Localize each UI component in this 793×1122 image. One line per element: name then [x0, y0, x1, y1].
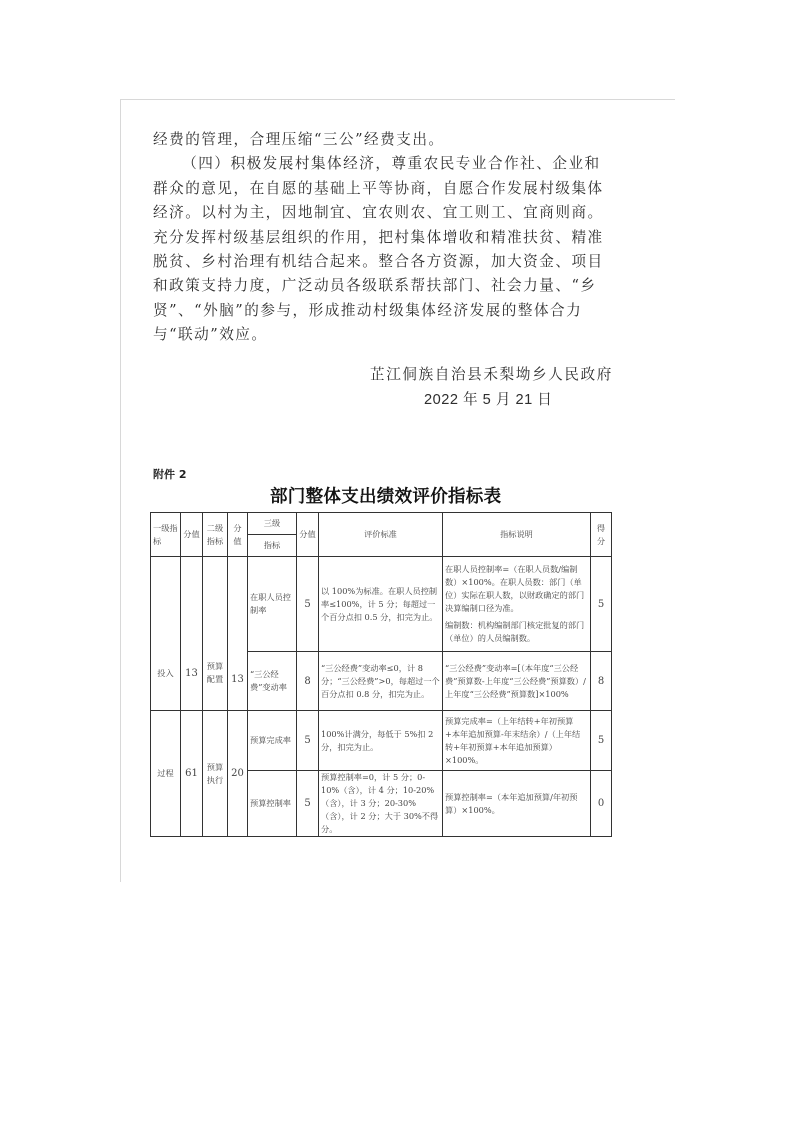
header-level1: 一级指标 — [151, 513, 181, 557]
document-body — [153, 128, 613, 348]
table-row — [151, 557, 612, 652]
page-frame-top — [120, 99, 675, 100]
header-level2: 二级指标 — [203, 513, 228, 557]
criteria-cell: “三公经费”变动率≤0，计 8 分；“三公经费”>0，每超过一个百分点扣 0.8 分，扣完为止。 — [319, 652, 443, 711]
indicator-score-cell: 5 — [297, 711, 319, 771]
page-frame-left — [120, 99, 121, 882]
header-level3: 指标 — [248, 535, 297, 557]
explanation-cell: 预算控制率=（本年追加预算/年初预算）×100%。 — [443, 771, 591, 837]
explanation-note: 编制数：机构编制部门核定批复的部门（单位）的人员编制数。 — [445, 620, 585, 643]
header-level3-group: 三级 — [248, 513, 297, 535]
score2-cell: 13 — [228, 557, 248, 711]
criteria-cell: 100%计满分，每低于 5%扣 2 分，扣完为止。 — [319, 711, 443, 771]
table-title: 部门整体支出绩效评价指标表 — [270, 487, 502, 507]
criteria-cell: 以 100%为标准。在职人员控制率≤100%，计 5 分；每超过一个百分点扣 0.5 分，扣完为止。 — [319, 557, 443, 652]
score2-cell: 20 — [228, 711, 248, 837]
evaluation-table — [150, 512, 612, 837]
header-score3: 分值 — [297, 513, 319, 557]
result-cell: 0 — [591, 771, 612, 837]
level1-cell: 过程 — [151, 711, 181, 837]
indicator-cell: “三公经费”变动率 — [248, 652, 297, 711]
level2-cell: 预算配置 — [203, 557, 228, 711]
indicator-score-cell: 5 — [297, 557, 319, 652]
indicator-score-cell: 5 — [297, 771, 319, 837]
level1-cell: 投入 — [151, 557, 181, 711]
signature: 芷江侗族自治县禾梨坳乡人民政府 — [370, 366, 613, 383]
attachment-label: 附件 2 — [153, 468, 187, 481]
indicator-score-cell: 8 — [297, 652, 319, 711]
table-row — [151, 711, 612, 771]
indicator-cell: 预算控制率 — [248, 771, 297, 837]
header-result: 得分 — [591, 513, 612, 557]
header-criteria: 评价标准 — [319, 513, 443, 557]
header-row — [151, 513, 612, 535]
level2-cell: 预算执行 — [203, 711, 228, 837]
header-score2: 分值 — [228, 513, 248, 557]
criteria-cell: 预算控制率=0，计 5 分；0-10%（含），计 4 分；10-20%（含），计 3 分；20-30%（含），计 2 分；大于 30%不得分。 — [319, 771, 443, 837]
indicator-cell: 在职人员控制率 — [248, 557, 297, 652]
header-score1: 分值 — [181, 513, 203, 557]
explanation-cell — [443, 557, 591, 652]
paragraph: （四）积极发展村集体经济，尊重农民专业合作社、企业和群众的意见，在自愿的基础上平等协商，自愿合作发展村级集体经济。以村为主，因地制宜、宜农则农、宜工则工、宜商则商。充分发挥村级基层组织的作用，把村集体增收和精准扶贫、精准脱贫、乡村治理有机结合起来。整合各方资源，加大资金、项目和政策支持力度，广泛动员各级联系帮扶部门、社会力量、“乡贤”、“外脑”的参与，形成推动村级集体经济发展的整体合力与“联动”效应。 — [153, 155, 604, 344]
indicator-cell: 预算完成率 — [248, 711, 297, 771]
explanation-cell: 预算完成率=（上年结转+年初预算+本年追加预算-年末结余）/（上年结转+年初预算+本年追加预算）×100%。 — [443, 711, 591, 771]
result-cell: 5 — [591, 557, 612, 652]
paragraph: 经费的管理，合理压缩“三公”经费支出。 — [153, 131, 445, 148]
explanation-cell: “三公经费”变动率=[（本年度“三公经费”预算数-上年度“三公经费”预算数）/上年度“三公经费”预算数]×100% — [443, 652, 591, 711]
explanation-text: 在职人员控制率=（在职人员数/编制数）×100%。在职人员数：部门（单位）实际在职人数，以财政确定的部门决算编制口径为准。 — [445, 564, 585, 613]
score1-cell: 61 — [181, 711, 203, 837]
result-cell: 5 — [591, 711, 612, 771]
signature-date: 2022 年 5 月 21 日 — [424, 392, 553, 408]
header-explanation: 指标说明 — [443, 513, 591, 557]
score1-cell: 13 — [181, 557, 203, 711]
result-cell: 8 — [591, 652, 612, 711]
